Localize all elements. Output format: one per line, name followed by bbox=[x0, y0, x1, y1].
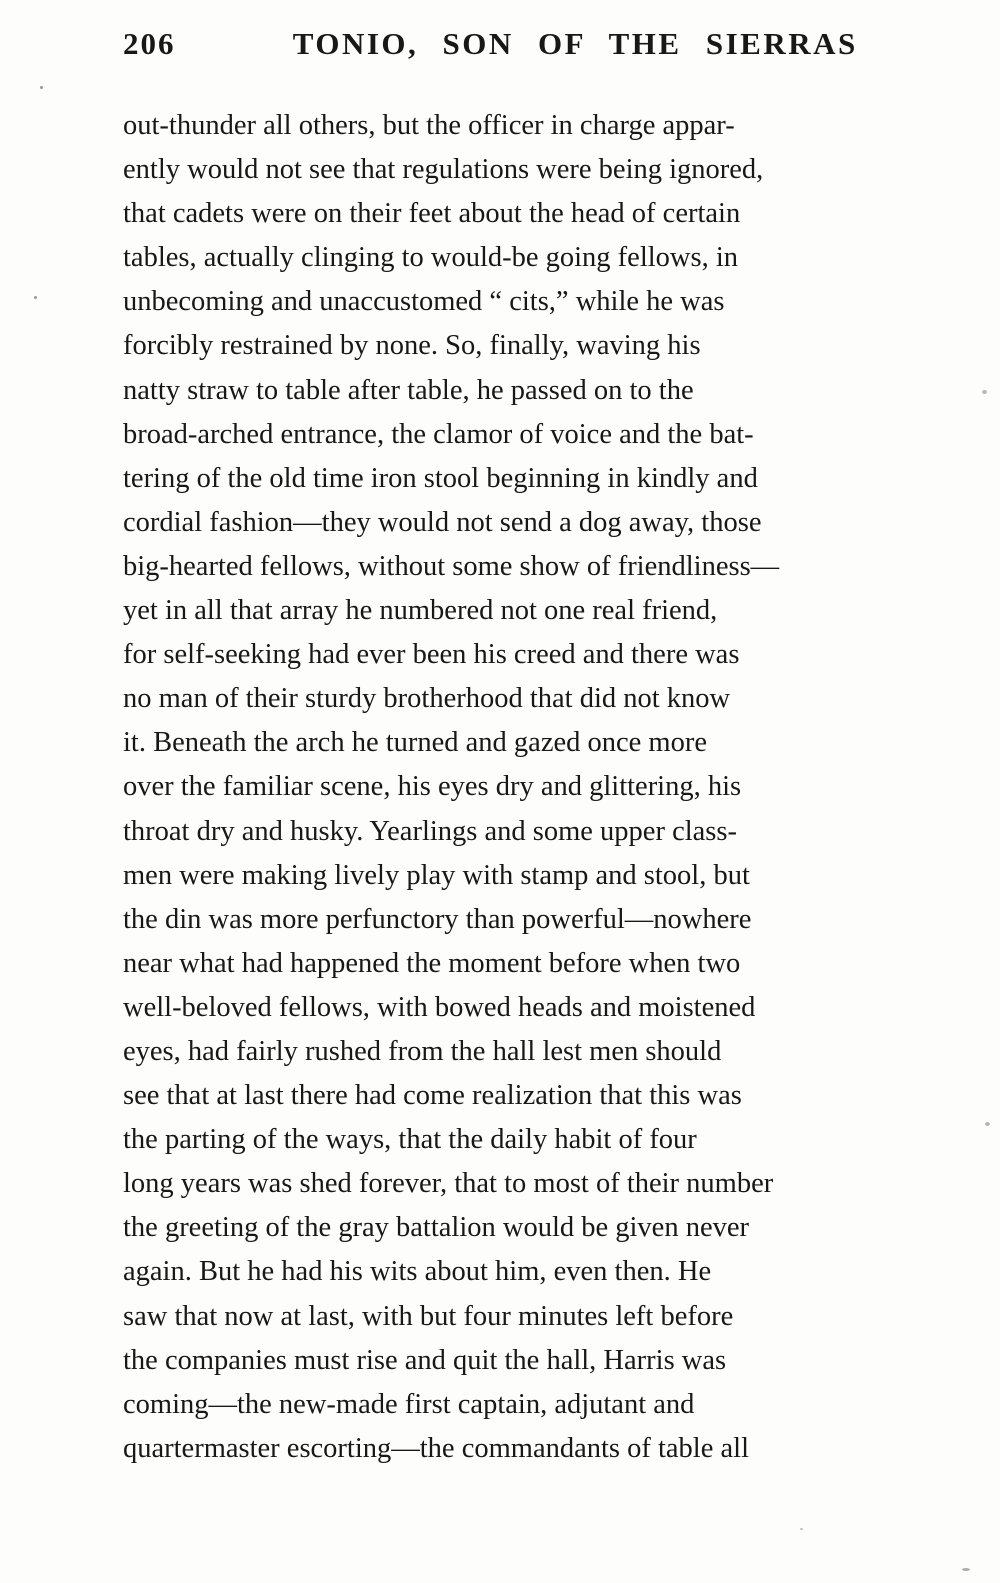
text-line: men were making lively play with stamp and stool, but bbox=[123, 859, 750, 891]
scan-speck bbox=[800, 1528, 803, 1530]
text-line: ently would not see that regulations were being ignored, bbox=[123, 154, 764, 186]
text-line: out-thunder all others, but the officer in charge appar- bbox=[123, 110, 735, 141]
text-line: well-beloved fellows, with bowed heads and moistened bbox=[123, 991, 756, 1023]
text-line: tables, actually clinging to would-be going fellows, in bbox=[123, 242, 739, 274]
text-line: natty straw to table after table, he passed on to the bbox=[123, 374, 694, 406]
text-line: throat dry and husky. Yearlings and some upper class- bbox=[123, 815, 737, 847]
text-line: it. Beneath the arch he turned and gazed once more bbox=[123, 727, 707, 759]
text-line: cordial fashion—they would not send a dog away, those bbox=[123, 506, 762, 538]
text-line: no man of their sturdy brotherhood that did not know bbox=[123, 683, 731, 715]
text-line: forcibly restrained by none. So, finally, waving his bbox=[123, 330, 701, 362]
text-line: see that at last there had come realization that this was bbox=[123, 1080, 742, 1112]
text-line: the greeting of the gray battalion would be given never bbox=[123, 1212, 749, 1244]
scan-speck bbox=[982, 390, 987, 394]
text-line: near what had happened the moment before when two bbox=[123, 947, 741, 979]
text-line: quartermaster escorting—the commandants of table all bbox=[123, 1432, 749, 1464]
scan-speck bbox=[985, 1122, 990, 1126]
text-line: the din was more perfunctory than powerful—nowhere bbox=[123, 903, 752, 935]
text-line: big-hearted fellows, without some show of friendliness— bbox=[123, 550, 780, 582]
text-line: that cadets were on their feet about the head of certain bbox=[123, 198, 741, 230]
text-line: coming—the new-made first captain, adjutant and bbox=[123, 1388, 695, 1420]
text-line: again. But he had his wits about him, even then. He bbox=[123, 1256, 712, 1288]
page-title: TONIO, SON OF THE SIERRAS bbox=[292, 26, 858, 61]
text-line: over the familiar scene, his eyes dry and glittering, his bbox=[123, 771, 742, 803]
scan-speck bbox=[34, 296, 37, 299]
page-header bbox=[123, 26, 959, 62]
text-line: eyes, had fairly rushed from the hall lest men should bbox=[123, 1035, 722, 1067]
text-line: the parting of the ways, that the daily habit of four bbox=[123, 1124, 697, 1156]
text-line: long years was shed forever, that to most of their number bbox=[123, 1168, 774, 1200]
text-line: broad-arched entrance, the clamor of voice and the bat- bbox=[123, 418, 754, 450]
text-line: unbecoming and unaccustomed “ cits,” while he was bbox=[123, 286, 725, 318]
text-line: saw that now at last, with but four minutes left before bbox=[123, 1300, 734, 1332]
text-line: tering of the old time iron stool beginning in kindly and bbox=[123, 462, 758, 494]
scan-speck bbox=[40, 86, 43, 89]
text-line: yet in all that array he numbered not one real friend, bbox=[123, 595, 718, 627]
text-line: the companies must rise and quit the hall, Harris was bbox=[123, 1344, 727, 1376]
scan-speck bbox=[962, 1568, 970, 1571]
page-body bbox=[123, 104, 959, 1471]
page-number: 206 bbox=[123, 26, 176, 61]
text-line: for self-seeking had ever been his creed and there was bbox=[123, 639, 740, 671]
